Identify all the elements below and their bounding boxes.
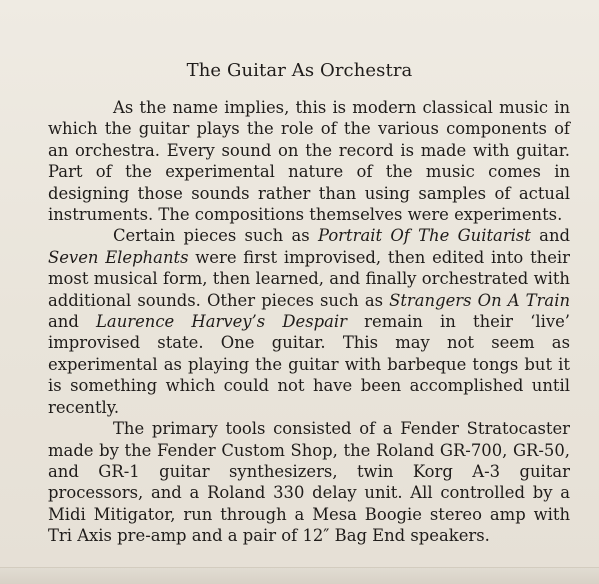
italic-title-laurence-harvey: Laurence Harvey’s Despair bbox=[96, 312, 347, 332]
italic-title-strangers: Strangers On A Train bbox=[389, 290, 570, 310]
paragraph-1 bbox=[48, 97, 570, 225]
italic-title-seven-elephants: Seven Elephants bbox=[48, 247, 189, 267]
paragraph-2 bbox=[48, 225, 570, 418]
page-title: The Guitar As Orchestra bbox=[186, 60, 413, 81]
text-segment: Certain pieces such as bbox=[113, 226, 318, 246]
text-segment: were first improvised, then edited into their most musical form, then learned, and finally orchestrated with additional sounds. Other pieces such as bbox=[48, 247, 570, 310]
text-segment: remain in their ‘live’ improvised state. One guitar. This may not seem as experimental as playing the guitar with barbeque tongs but it is something which could not have been accomplished until recently. bbox=[48, 312, 571, 417]
text-segment: and bbox=[48, 312, 97, 332]
body-text bbox=[48, 97, 570, 547]
italic-title-portrait: Portrait Of The Guitarist bbox=[317, 226, 531, 246]
paragraph-3 bbox=[48, 418, 570, 546]
page-bottom-edge bbox=[0, 567, 599, 584]
text-segment: As the name implies, this is modern classical music in which the guitar plays the role of the various components of an orchestra. Every sound on the record is made with guitar. Part of the experimental nature of the music comes in designing those sounds rather than using samples of actual instruments. The compositions themselves were experiments. bbox=[48, 98, 570, 225]
text-segment: The primary tools consisted of a Fender Stratocaster made by the Fender Custom Shop, the Roland GR-700, GR-50, and GR-1 guitar synthesizers, twin Korg A-3 guitar processors, and a Roland 330 delay unit. All controlled by a Midi Mitigator, run through a Mesa Boogie stereo amp with Tri Axis pre-amp and a pair of 12″ Bag End speakers. bbox=[48, 419, 570, 546]
text-segment: and bbox=[530, 226, 570, 246]
